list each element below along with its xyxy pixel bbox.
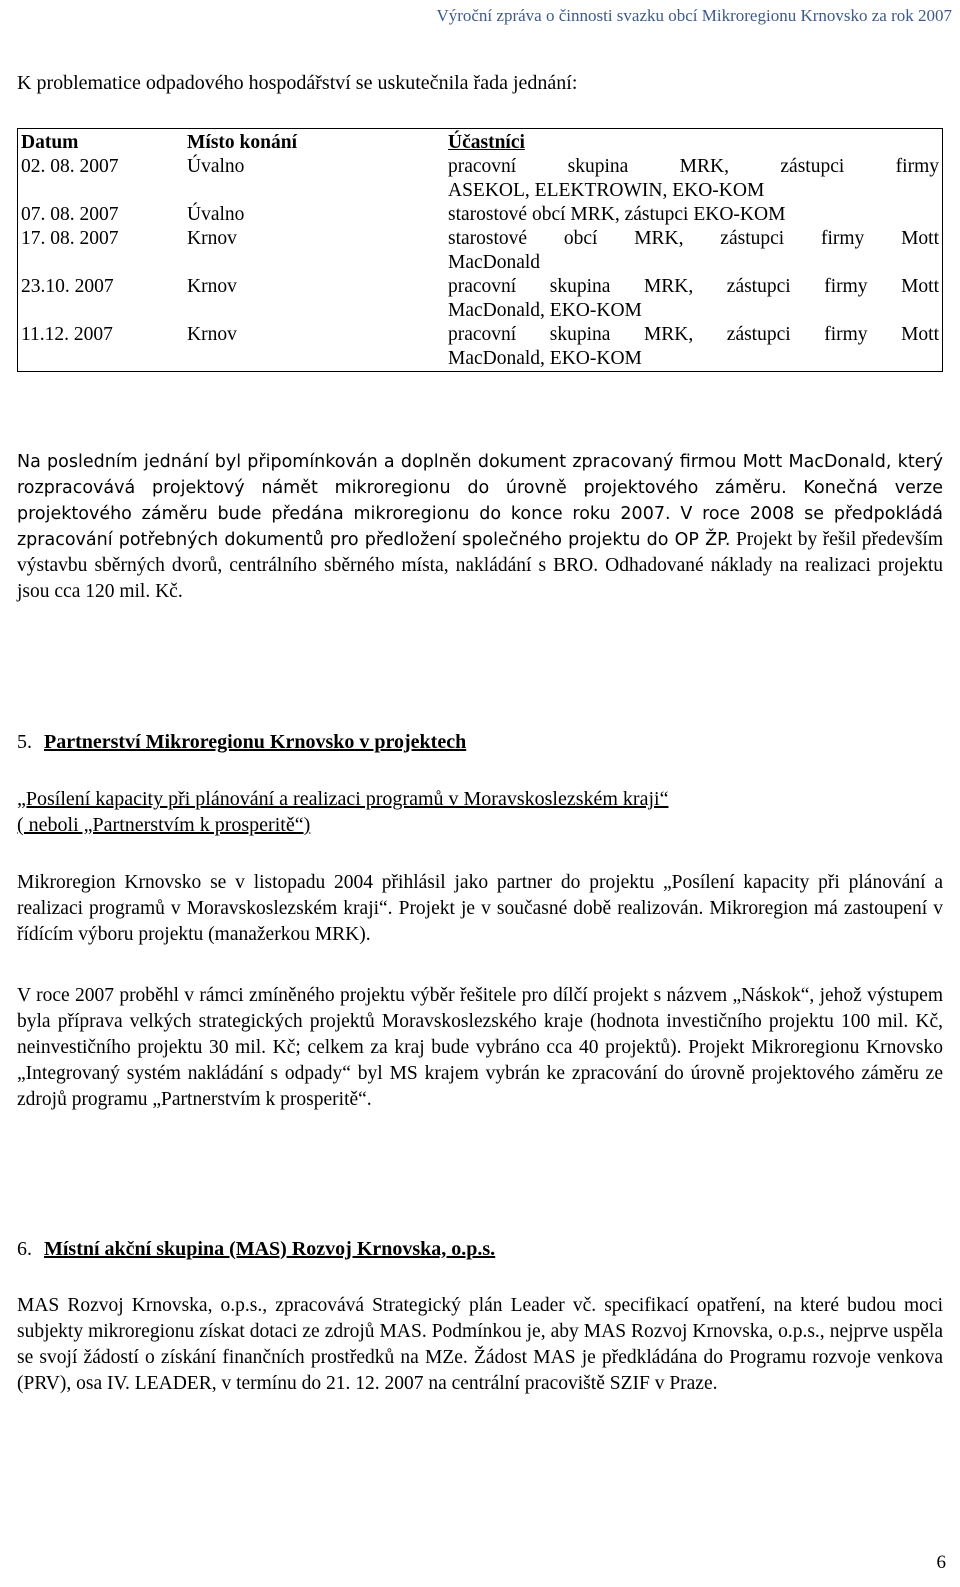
cell-place: Krnov [187, 276, 237, 297]
participants-line2: ASEKOL, ELEKTROWIN, EKO-KOM [448, 180, 765, 201]
cell-participants [445, 275, 943, 323]
header-participants: Účastníci [448, 132, 525, 153]
page-number: 6 [936, 1552, 946, 1573]
running-header: Výroční zpráva o činnosti svazku obcí Mikroregionu Krnovsko za rok 2007 [436, 6, 952, 25]
intro-text: K problematice odpadového hospodářství se uskutečnila řada jednání: [17, 72, 578, 94]
cell-place: Úvalno [187, 204, 245, 225]
section-5-subtitle-1: „Posílení kapacity při plánování a realizaci programů v Moravskoslezském kraji“ [17, 788, 669, 810]
cell-place: Krnov [187, 228, 237, 249]
section-6-paragraph-1: MAS Rozvoj Krnovska, o.p.s., zpracovává Strategický plán Leader vč. specifikací opatření, na které budou moci subjekty mikroregionu získat dotaci ze zdrojů MAS. Podmínkou je, aby MAS Rozvoj Krnovska, o.p.s., nejprve uspěla se svojí žádostí o získání finančních prostředků na MZe. Žádost MAS je předkládána do Programu rozvoje venkova (PRV), osa IV. LEADER, v termínu do 21. 12. 2007 na centrální pracoviště SZIF v Praze. [17, 1295, 943, 1394]
section-6-heading [17, 1238, 495, 1261]
section-5-paragraph-2: V roce 2007 proběhl v rámci zmíněného projektu výběr řešitele pro dílčí projekt s názvem „Náskok“, jehož výstupem byla příprava velkých strategických projektů Moravskoslezského kraje (hodnota investičního projektu 100 mil. Kč, neinvestičního projektu 30 mil. Kč; celkem za kraj bude vybráno cca 40 projektů). Projekt Mikroregionu Krnovsko „Integrovaný systém nakládání s odpady“ byl MS krajem vybrán ke zpracování do úrovně projektového záměru ze zdrojů programu „Partnerstvím k prosperitě“. [17, 985, 943, 1110]
section-5-paragraph-1: Mikroregion Krnovsko se v listopadu 2004 přihlásil jako partner do projektu „Posílení kapacity při plánování a realizaci programů v Moravskoslezském kraji“. Projekt je v současné době realizován. Mikroregion má zastoupení v řídícím výboru projektu (manažerkou MRK). [17, 872, 943, 945]
paragraph-serif-part: Projekt by řešil především výstavbu sběrných dvorů, centrálního sběrného místa, nakládání s BRO. Odhadované náklady na realizaci projektu jsou cca 120 mil. Kč. [17, 529, 943, 602]
cell-participants [445, 323, 943, 372]
section-5-heading [17, 731, 466, 754]
cell-date: 02. 08. 2007 [21, 156, 119, 177]
participants-line2: MacDonald, EKO-KOM [448, 300, 642, 321]
cell-date: 23.10. 2007 [21, 276, 114, 297]
section-5-subtitle-2: ( neboli „Partnerstvím k prosperitě“) [17, 814, 311, 836]
cell-date: 17. 08. 2007 [21, 228, 119, 249]
paragraph-last-meeting [17, 449, 943, 605]
section-5-title: Partnerství Mikroregionu Krnovsko v projektech [44, 731, 467, 753]
section-5-number: 5. [17, 731, 32, 753]
section-6-number: 6. [17, 1238, 32, 1260]
participants-line2: MacDonald, EKO-KOM [448, 348, 642, 369]
meetings-table [17, 128, 943, 372]
section-6-title: Místní akční skupina (MAS) Rozvoj Krnovska, o.p.s. [44, 1238, 496, 1260]
table-row [18, 227, 943, 275]
paragraph-sans-part: Na posledním jednání byl připomínkován a doplněn dokument zpracovaný firmou Mott MacDonald, který rozpracovává projektový námět mikroregionu do úrovně projektového záměru. Konečná verze projektového záměru bude předána mikroregionu do konce roku 2007. V roce 2008 se předpokládá zpracování potřebných dokumentů pro předložení společného projektu do OP ŽP. [17, 452, 943, 550]
cell-date: 07. 08. 2007 [21, 204, 119, 225]
cell-participants [445, 203, 943, 227]
participants-line1: pracovní skupina MRK, zástupci firmy [448, 156, 939, 177]
cell-date: 11.12. 2007 [21, 324, 113, 345]
table-row [18, 155, 943, 203]
header-date: Datum [21, 132, 79, 153]
participants-line2: MacDonald [448, 252, 541, 273]
participants-line1: starostové obcí MRK, zástupci firmy Mott [448, 228, 939, 249]
table-row [18, 203, 943, 227]
header-place: Místo konání [187, 132, 297, 153]
cell-participants [445, 227, 943, 275]
participants-line1: pracovní skupina MRK, zástupci firmy Mott [448, 324, 939, 345]
participants-line1: pracovní skupina MRK, zástupci firmy Mott [448, 276, 939, 297]
table-row [18, 275, 943, 323]
participants-line1: starostové obcí MRK, zástupci EKO-KOM [448, 204, 786, 225]
cell-place: Krnov [187, 324, 237, 345]
table-row [18, 323, 943, 372]
cell-place: Úvalno [187, 156, 245, 177]
cell-participants [445, 155, 943, 203]
table-header-row [18, 129, 943, 156]
